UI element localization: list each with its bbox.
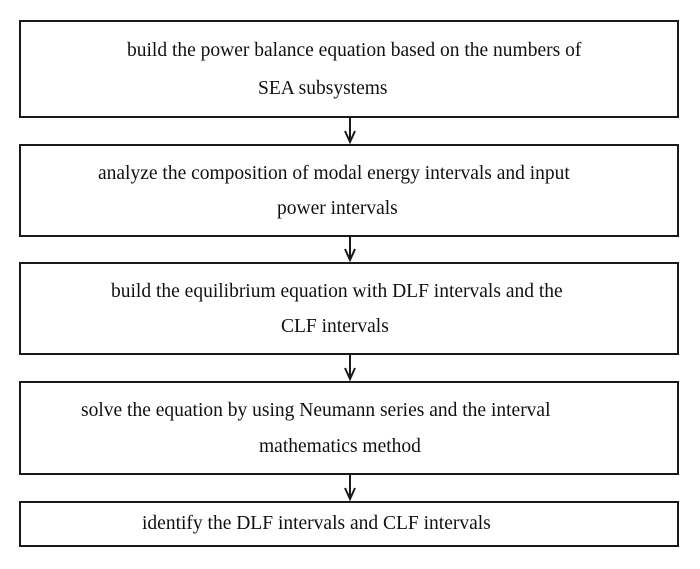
step-3-line-1: build the equilibrium equation with DLF intervals and the (111, 281, 563, 302)
arrow-2-to-3 (345, 237, 355, 260)
step-4-line-2: mathematics method (259, 436, 421, 457)
step-4-line-1: solve the equation by using Neumann series and the interval (81, 400, 551, 421)
arrow-4-to-5 (345, 475, 355, 499)
step-5-line-1: identify the DLF intervals and CLF intervals (142, 513, 491, 534)
step-2-line-1: analyze the composition of modal energy intervals and input (98, 163, 570, 184)
arrow-3-to-4 (345, 355, 355, 379)
step-1-line-1: build the power balance equation based on the numbers of (127, 40, 582, 61)
arrow-1-to-2 (345, 118, 355, 142)
step-3-line-2: CLF intervals (281, 316, 389, 337)
step-1-line-2: SEA subsystems (258, 78, 388, 99)
step-2-line-2: power intervals (277, 198, 398, 219)
